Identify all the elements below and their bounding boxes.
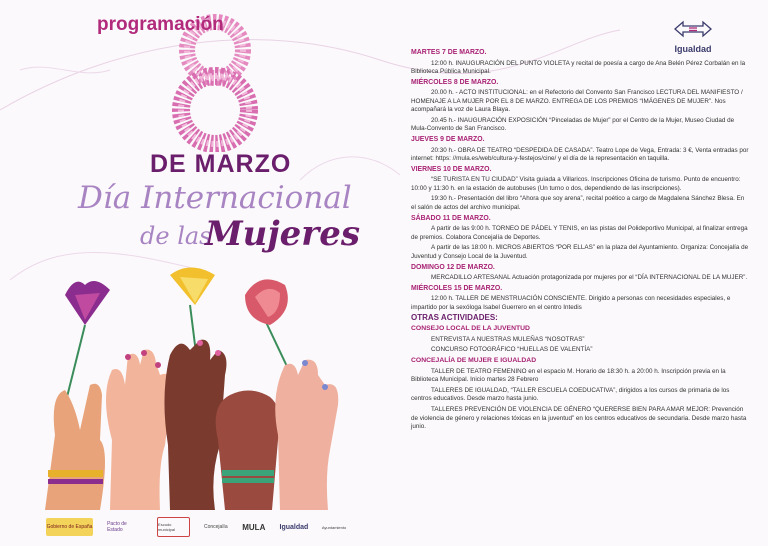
programme-day-heading: JUEVES 9 DE MARZO. bbox=[411, 136, 485, 144]
government-logo: Gobierno de España bbox=[46, 518, 93, 536]
programacion-title: programación bbox=[97, 14, 224, 35]
programme-day-heading: DOMINGO 12 DE MARZO. bbox=[411, 263, 495, 271]
programme-item: TALLERES PREVENCIÓN DE VIOLENCIA DE GÉNERO “QUERERSE BIEN PARA AMAR MEJOR: Prevención de violencia de género y relaciones tóxicas en la juventud” en los centros educativos de secundaria. Desde marzo hasta junio. bbox=[411, 406, 747, 430]
otras-actividades-heading: OTRAS ACTIVIDADES: bbox=[411, 313, 498, 323]
mujeres-heading: Mujeres bbox=[205, 214, 360, 254]
programme-item: MERCADILLO ARTESANAL Actuación protagonizada por mujeres por el “DÍA INTERNACIONAL DE LA MUJER”. bbox=[431, 274, 748, 281]
programme-item: 12:00 h. INAUGURACIÓN DEL PUNTO VIOLETA y recital de poesía a cargo de Ana Belén Pérez Corbalán en la Biblioteca Pública Municipal. bbox=[411, 59, 746, 75]
programme-item: TALLERES DE IGUALDAD, “TALLER ESCUELA COEDUCATIVA”, dirigidos a los cursos de primaria de los centros educativos. Desde marzo hasta junio. bbox=[411, 386, 730, 403]
raised-hands-illustration bbox=[40, 265, 370, 510]
programme-subheading: CONCEJALÍA DE MUJER E IGUALDAD bbox=[411, 356, 537, 364]
igualdad-small-logo: Igualdad bbox=[279, 523, 309, 531]
igualdad-label: Igualdad bbox=[674, 44, 712, 54]
mula-logo: MULA bbox=[242, 522, 266, 532]
de-las-text: de las bbox=[140, 222, 212, 250]
programme-subheading: CONSEJO LOCAL DE LA JUVENTUD bbox=[411, 324, 530, 332]
yellow-flower-icon bbox=[170, 268, 215, 306]
programme-item: A partir de las 18:00 h. MICROS ABIERTOS “POR ELLAS” en la plaza del Ayuntamiento. Organiza: Concejalía de Juventud y Consejo Local de la Juventud. bbox=[411, 244, 749, 260]
ayuntamiento-logo: Ayuntamiento bbox=[321, 524, 347, 530]
pink-flower-icon bbox=[245, 279, 288, 325]
programme-item: “SE TURISTA EN TU CIUDAD” Visita guiada a Villaricos. Inscripciones Oficina de turismo. Punto de encuentro: 10:00 y 11:30 h. en la estación de autobuses (Un turno o dos, dependiendo de las inscripciones). bbox=[411, 176, 741, 192]
concejalia-logo: Concejalía bbox=[203, 524, 228, 530]
programme-item: 20.00 h. - ACTO INSTITUCIONAL: en el Refectorio del Convento San Francisco LECTURA DEL MANIFIESTO / HOMENAJE A LA MUJER POR EL 8 DE MARZO. ENTREGA DE LOS PREMIOS “IMÁGENES DE MUJER”. Nos acompañará la voz de Laura Blaya. bbox=[411, 89, 743, 114]
programme-item: 19:30 h.- Presentación del libro “Ahora que soy arena”, recital poético a cargo de Magdalena Sánchez Blesa. En el salón de actos del archivo municipal. bbox=[411, 195, 745, 211]
programme-item: 20:30 h.- OBRA DE TEATRO “DESPEDIDA DE CASADA”. Teatro Lope de Vega, Entrada: 3 €, Venta entradas por internet: https: //mula.es/web/cultura-y-festejos/cine/ y el día de la representación en taquilla. bbox=[411, 146, 749, 163]
programme-day-heading: MIÉRCOLES 15 DE MARZO. bbox=[411, 284, 503, 292]
programme-item: A partir de las 9:00 h. TORNEO DE PÁDEL Y TENIS, en las pistas del Polideportivo Municipal, al finalizar entrega de premios. Colabora Concejalía de Deportes. bbox=[411, 225, 748, 241]
programme-day-heading: SÁBADO 11 DE MARZO. bbox=[411, 214, 491, 222]
de-marzo-heading: DE MARZO bbox=[150, 150, 292, 178]
programme-item: 20.45 h.- INAUGURACIÓN EXPOSICIÓN “Pinceladas de Mujer” por el Centro de la Mujer, Museo Ciudad de Mula-Convento de San Francisco. bbox=[411, 116, 735, 133]
programme-item: CONCURSO FOTOGRÁFICO “HUELLAS DE VALENTÍA” bbox=[431, 346, 593, 354]
programme-list bbox=[411, 48, 749, 434]
sponsor-logos bbox=[46, 514, 346, 540]
programme-day-heading: MIÉRCOLES 8 DE MARZO. bbox=[411, 78, 499, 86]
programme-day-heading: MARTES 7 DE MARZO. bbox=[411, 49, 487, 56]
programme-day-heading: VIERNES 10 DE MARZO. bbox=[411, 165, 492, 173]
programme-item: TALLER DE TEATRO FEMENINO en el espacio M. Horario de 18:30 h. a 20:00 h. Inscripción previa en la Biblioteca Municipal. Inicio martes 28 Febrero bbox=[411, 367, 726, 384]
pacto-estado-logo: Pacto de Estado bbox=[107, 521, 127, 533]
programme-item: 12:00 h. TALLER DE MENSTRUACIÓN CONSCIENTE. Dirigido a personas con necesidades especiales, e impartido por la sexóloga Isabel Guerrero en el centro Intedis bbox=[411, 295, 731, 311]
dia-internacional-heading: Día Internacional bbox=[78, 180, 352, 216]
municipal-crest-logo: Escudo municipal bbox=[157, 517, 190, 537]
equality-arrows-icon bbox=[673, 20, 713, 38]
purple-flower-icon bbox=[65, 281, 110, 325]
programme-item: ENTREVISTA A NUESTRAS MULEÑAS “NOSOTRAS” bbox=[431, 335, 585, 343]
